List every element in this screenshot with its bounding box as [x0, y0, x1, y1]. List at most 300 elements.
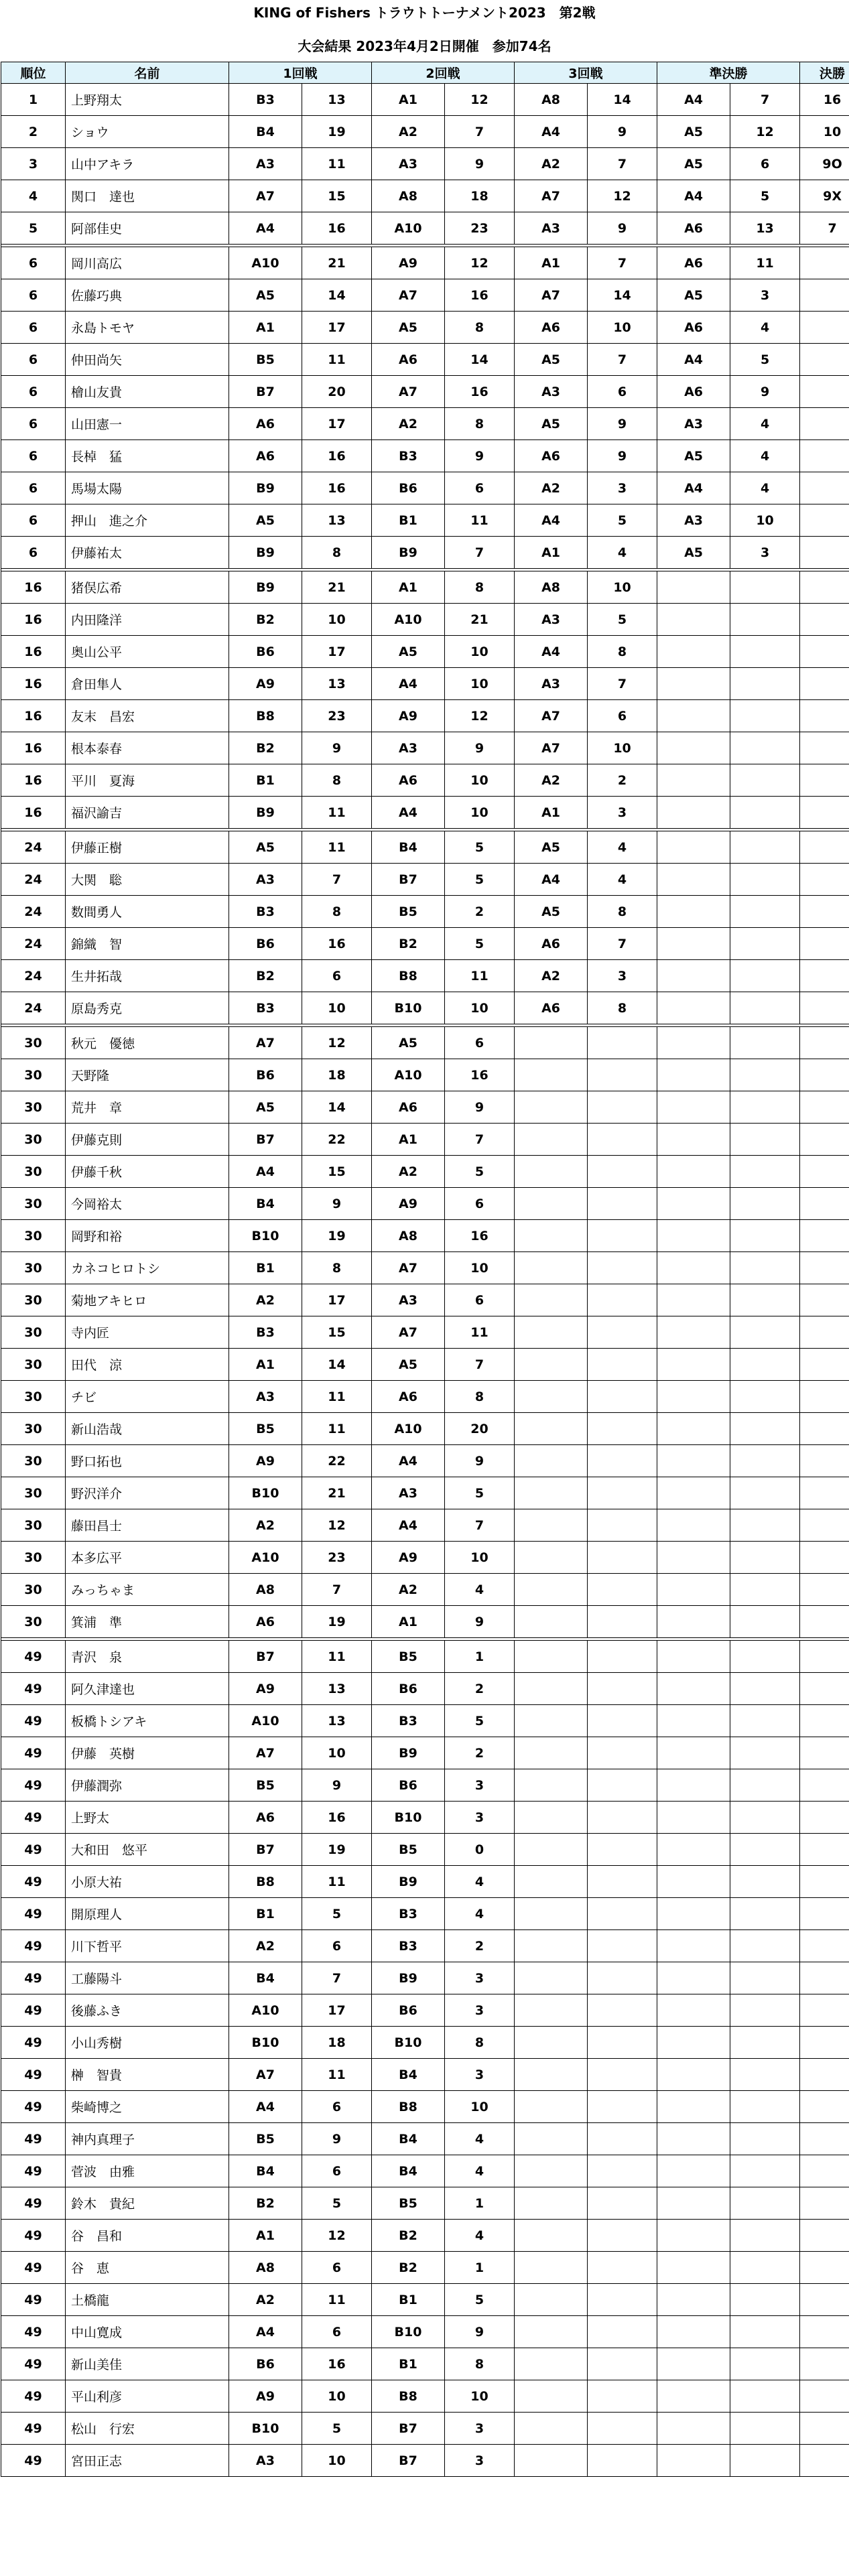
table-row — [1, 1994, 849, 2027]
semi-pos-cell — [657, 1673, 730, 1705]
r3-pos-cell: A6 — [515, 312, 588, 344]
r3-score-cell: 7 — [588, 668, 657, 700]
final-cell — [800, 1381, 849, 1413]
r2-pos-cell: B4 — [372, 2059, 445, 2091]
rank-cell: 49 — [1, 1930, 66, 1962]
rank-cell: 49 — [1, 2059, 66, 2091]
r2-pos-cell: A8 — [372, 180, 445, 212]
r1-pos-cell: A6 — [229, 440, 302, 472]
r1-pos-cell: A2 — [229, 2284, 302, 2316]
semi-score-cell: 10 — [730, 504, 800, 537]
name-cell: 谷 昌和 — [66, 2220, 229, 2252]
semi-pos-cell — [657, 1381, 730, 1413]
r2-score-cell: 1 — [445, 2252, 515, 2284]
r3-pos-cell — [515, 1606, 588, 1638]
table-row — [1, 344, 849, 376]
semi-score-cell — [730, 2413, 800, 2445]
r3-score-cell — [588, 2316, 657, 2348]
semi-pos-cell — [657, 2445, 730, 2477]
r3-score-cell — [588, 1188, 657, 1220]
semi-pos-cell — [657, 571, 730, 604]
r2-score-cell: 5 — [445, 2284, 515, 2316]
r1-score-cell: 23 — [302, 1542, 372, 1574]
r2-pos-cell: A10 — [372, 1413, 445, 1445]
r3-score-cell: 7 — [588, 148, 657, 180]
name-cell: 上野太 — [66, 1802, 229, 1834]
r1-score-cell: 21 — [302, 247, 372, 279]
table-row — [1, 1705, 849, 1737]
semi-score-cell: 11 — [730, 247, 800, 279]
name-cell: 長棹 猛 — [66, 440, 229, 472]
rank-cell: 30 — [1, 1027, 66, 1059]
table-row — [1, 797, 849, 829]
name-cell: 榊 智貴 — [66, 2059, 229, 2091]
name-cell: 小原大祐 — [66, 1866, 229, 1898]
name-cell: 上野翔太 — [66, 84, 229, 116]
r1-pos-cell: A10 — [229, 1705, 302, 1737]
r3-pos-cell — [515, 2252, 588, 2284]
final-cell — [800, 1220, 849, 1252]
name-cell: 山田憲一 — [66, 408, 229, 440]
r1-pos-cell: A9 — [229, 2380, 302, 2413]
name-cell: 岡川高広 — [66, 247, 229, 279]
r1-pos-cell: A10 — [229, 1994, 302, 2027]
r3-pos-cell: A8 — [515, 571, 588, 604]
name-cell: 新山美佳 — [66, 2348, 229, 2380]
name-cell: 永島トモヤ — [66, 312, 229, 344]
table-row — [1, 2316, 849, 2348]
table-row — [1, 1737, 849, 1769]
r1-score-cell: 9 — [302, 1769, 372, 1802]
final-cell — [800, 1802, 849, 1834]
semi-score-cell — [730, 1574, 800, 1606]
rank-cell: 6 — [1, 472, 66, 504]
semi-score-cell: 3 — [730, 279, 800, 312]
r3-score-cell: 4 — [588, 864, 657, 896]
r3-pos-cell — [515, 2027, 588, 2059]
name-cell: 奥山公平 — [66, 636, 229, 668]
r1-score-cell: 16 — [302, 472, 372, 504]
r3-score-cell: 3 — [588, 472, 657, 504]
r1-score-cell: 7 — [302, 1574, 372, 1606]
semi-pos-cell: A4 — [657, 472, 730, 504]
r1-score-cell: 10 — [302, 604, 372, 636]
r3-score-cell — [588, 1962, 657, 1994]
rank-cell: 49 — [1, 2413, 66, 2445]
rank-cell: 30 — [1, 1091, 66, 1124]
name-cell: 箕浦 準 — [66, 1606, 229, 1638]
r3-pos-cell: A2 — [515, 960, 588, 992]
name-cell: 福沢諭吉 — [66, 797, 229, 829]
r3-score-cell — [588, 1445, 657, 1477]
r1-pos-cell: A8 — [229, 2252, 302, 2284]
semi-pos-cell — [657, 2284, 730, 2316]
r3-pos-cell — [515, 2187, 588, 2220]
semi-pos-cell — [657, 960, 730, 992]
semi-score-cell — [730, 896, 800, 928]
rank-cell: 49 — [1, 1898, 66, 1930]
r3-score-cell: 9 — [588, 116, 657, 148]
name-cell: 押山 進之介 — [66, 504, 229, 537]
r1-pos-cell: B6 — [229, 2348, 302, 2380]
r2-pos-cell: B6 — [372, 1994, 445, 2027]
r2-pos-cell: B9 — [372, 1962, 445, 1994]
final-cell — [800, 732, 849, 764]
semi-score-cell — [730, 1705, 800, 1737]
name-cell: 生井拓哉 — [66, 960, 229, 992]
rank-cell: 30 — [1, 1252, 66, 1284]
rank-cell: 30 — [1, 1124, 66, 1156]
semi-score-cell — [730, 1962, 800, 1994]
r3-score-cell — [588, 1027, 657, 1059]
semi-score-cell — [730, 1898, 800, 1930]
r3-pos-cell — [515, 1930, 588, 1962]
r2-pos-cell: A8 — [372, 1220, 445, 1252]
semi-pos-cell: A4 — [657, 180, 730, 212]
final-cell — [800, 960, 849, 992]
semi-pos-cell — [657, 864, 730, 896]
r2-score-cell: 8 — [445, 571, 515, 604]
r2-score-cell: 10 — [445, 668, 515, 700]
r2-score-cell: 5 — [445, 864, 515, 896]
rank-cell: 49 — [1, 2380, 66, 2413]
semi-score-cell — [730, 2220, 800, 2252]
r3-score-cell — [588, 1091, 657, 1124]
table-row — [1, 2123, 849, 2155]
r1-score-cell: 8 — [302, 1252, 372, 1284]
final-cell — [800, 1606, 849, 1638]
semi-pos-cell — [657, 1994, 730, 2027]
rank-cell: 16 — [1, 571, 66, 604]
r3-pos-cell — [515, 1156, 588, 1188]
name-cell: 天野隆 — [66, 1059, 229, 1091]
r1-pos-cell: A2 — [229, 1509, 302, 1542]
r2-pos-cell: A3 — [372, 1284, 445, 1316]
r1-pos-cell: A10 — [229, 1542, 302, 1574]
name-cell: 伊藤 英樹 — [66, 1737, 229, 1769]
r1-score-cell: 13 — [302, 1705, 372, 1737]
name-cell: 数間勇人 — [66, 896, 229, 928]
r3-score-cell — [588, 1381, 657, 1413]
r3-pos-cell: A5 — [515, 408, 588, 440]
final-cell — [800, 700, 849, 732]
r1-pos-cell: B3 — [229, 84, 302, 116]
r3-score-cell: 6 — [588, 376, 657, 408]
semi-score-cell — [730, 1284, 800, 1316]
r2-score-cell: 5 — [445, 1705, 515, 1737]
rank-cell: 49 — [1, 1705, 66, 1737]
r2-pos-cell: B3 — [372, 1898, 445, 1930]
r2-pos-cell: B3 — [372, 1705, 445, 1737]
r1-score-cell: 10 — [302, 2380, 372, 2413]
r1-pos-cell: B9 — [229, 571, 302, 604]
rank-cell: 2 — [1, 116, 66, 148]
r3-pos-cell — [515, 1574, 588, 1606]
r2-score-cell: 5 — [445, 831, 515, 864]
r2-pos-cell: A9 — [372, 1542, 445, 1574]
table-row — [1, 1574, 849, 1606]
r1-pos-cell: A9 — [229, 1673, 302, 1705]
r3-pos-cell — [515, 1445, 588, 1477]
r1-pos-cell: B3 — [229, 992, 302, 1024]
r1-score-cell: 11 — [302, 148, 372, 180]
r2-pos-cell: A9 — [372, 700, 445, 732]
r2-score-cell: 2 — [445, 896, 515, 928]
semi-pos-cell — [657, 1124, 730, 1156]
r2-pos-cell: A2 — [372, 1156, 445, 1188]
r1-pos-cell: B7 — [229, 376, 302, 408]
name-cell: 菊地アキヒロ — [66, 1284, 229, 1316]
table-row — [1, 1252, 849, 1284]
r1-pos-cell: B5 — [229, 2123, 302, 2155]
r3-pos-cell: A2 — [515, 764, 588, 797]
r1-pos-cell: A4 — [229, 2316, 302, 2348]
r3-score-cell — [588, 1413, 657, 1445]
table-row — [1, 279, 849, 312]
r2-pos-cell: B8 — [372, 960, 445, 992]
r2-score-cell: 3 — [445, 1962, 515, 1994]
semi-pos-cell — [657, 2220, 730, 2252]
r3-pos-cell: A4 — [515, 504, 588, 537]
r1-pos-cell: B5 — [229, 1769, 302, 1802]
r2-score-cell: 11 — [445, 1316, 515, 1349]
table-row — [1, 2445, 849, 2477]
r1-score-cell: 8 — [302, 537, 372, 569]
name-cell: 平川 夏海 — [66, 764, 229, 797]
r2-pos-cell: A3 — [372, 732, 445, 764]
semi-pos-cell — [657, 1705, 730, 1737]
r1-score-cell: 22 — [302, 1445, 372, 1477]
rank-cell: 3 — [1, 148, 66, 180]
semi-pos-cell — [657, 700, 730, 732]
semi-score-cell — [730, 1866, 800, 1898]
final-cell — [800, 2380, 849, 2413]
r2-pos-cell: A10 — [372, 212, 445, 245]
name-cell: 開原理人 — [66, 1898, 229, 1930]
r2-score-cell: 12 — [445, 247, 515, 279]
r1-score-cell: 19 — [302, 1606, 372, 1638]
r3-score-cell: 5 — [588, 604, 657, 636]
r2-pos-cell: A4 — [372, 1445, 445, 1477]
rank-cell: 30 — [1, 1059, 66, 1091]
r1-score-cell: 12 — [302, 2220, 372, 2252]
rank-cell: 49 — [1, 2284, 66, 2316]
semi-pos-cell — [657, 2316, 730, 2348]
r3-score-cell — [588, 1866, 657, 1898]
final-cell — [800, 376, 849, 408]
semi-score-cell — [730, 864, 800, 896]
final-cell — [800, 1413, 849, 1445]
r1-pos-cell: B6 — [229, 1059, 302, 1091]
r2-score-cell: 8 — [445, 312, 515, 344]
r3-pos-cell — [515, 1509, 588, 1542]
r1-pos-cell: A1 — [229, 2220, 302, 2252]
r3-pos-cell — [515, 1866, 588, 1898]
r1-pos-cell: B4 — [229, 1962, 302, 1994]
rank-cell: 30 — [1, 1413, 66, 1445]
name-cell: 伊藤潤弥 — [66, 1769, 229, 1802]
final-cell — [800, 1834, 849, 1866]
semi-pos-cell: A4 — [657, 344, 730, 376]
r2-score-cell: 10 — [445, 1542, 515, 1574]
r2-score-cell: 3 — [445, 2413, 515, 2445]
r1-score-cell: 23 — [302, 700, 372, 732]
r1-score-cell: 16 — [302, 928, 372, 960]
r2-score-cell: 9 — [445, 1091, 515, 1124]
r2-score-cell: 6 — [445, 1027, 515, 1059]
table-row — [1, 831, 849, 864]
r3-pos-cell — [515, 2445, 588, 2477]
r2-score-cell: 7 — [445, 1349, 515, 1381]
r3-pos-cell — [515, 1477, 588, 1509]
r2-score-cell: 10 — [445, 2091, 515, 2123]
name-cell: 野沢洋介 — [66, 1477, 229, 1509]
r2-pos-cell: B5 — [372, 2187, 445, 2220]
semi-score-cell — [730, 2155, 800, 2187]
semi-score-cell — [730, 2316, 800, 2348]
final-cell — [800, 1542, 849, 1574]
semi-pos-cell — [657, 2123, 730, 2155]
r2-pos-cell: B10 — [372, 2316, 445, 2348]
r1-score-cell: 16 — [302, 212, 372, 245]
r1-score-cell: 5 — [302, 1898, 372, 1930]
r1-pos-cell: B2 — [229, 732, 302, 764]
r3-score-cell — [588, 1769, 657, 1802]
name-cell: 伊藤正樹 — [66, 831, 229, 864]
r3-score-cell: 9 — [588, 408, 657, 440]
table-row — [1, 2220, 849, 2252]
rank-cell: 30 — [1, 1284, 66, 1316]
table-row — [1, 1316, 849, 1349]
name-cell: 新山浩哉 — [66, 1413, 229, 1445]
r3-score-cell — [588, 2091, 657, 2123]
r2-pos-cell: A7 — [372, 1316, 445, 1349]
final-cell — [800, 1124, 849, 1156]
rank-cell: 6 — [1, 279, 66, 312]
r1-score-cell: 5 — [302, 2413, 372, 2445]
r1-pos-cell: B9 — [229, 537, 302, 569]
r1-score-cell: 11 — [302, 1381, 372, 1413]
rank-cell: 6 — [1, 344, 66, 376]
r2-score-cell: 5 — [445, 928, 515, 960]
r2-score-cell: 2 — [445, 1930, 515, 1962]
r3-pos-cell — [515, 1124, 588, 1156]
rank-cell: 30 — [1, 1574, 66, 1606]
table-row — [1, 1962, 849, 1994]
r1-score-cell: 19 — [302, 116, 372, 148]
final-cell — [800, 472, 849, 504]
r2-score-cell: 21 — [445, 604, 515, 636]
final-cell — [800, 2316, 849, 2348]
final-cell — [800, 2059, 849, 2091]
r1-pos-cell: A2 — [229, 1930, 302, 1962]
r2-score-cell: 9 — [445, 440, 515, 472]
rank-cell: 30 — [1, 1509, 66, 1542]
r1-pos-cell: B4 — [229, 1188, 302, 1220]
r1-score-cell: 10 — [302, 992, 372, 1024]
r3-score-cell — [588, 2348, 657, 2380]
r2-pos-cell: B5 — [372, 1641, 445, 1673]
r1-pos-cell: B10 — [229, 1477, 302, 1509]
r2-pos-cell: A4 — [372, 1509, 445, 1542]
r3-pos-cell — [515, 1542, 588, 1574]
final-cell — [800, 1252, 849, 1284]
r1-score-cell: 6 — [302, 960, 372, 992]
final-cell — [800, 440, 849, 472]
table-row — [1, 440, 849, 472]
final-cell — [800, 896, 849, 928]
r3-score-cell — [588, 2123, 657, 2155]
r1-pos-cell: B1 — [229, 1898, 302, 1930]
r1-pos-cell: A6 — [229, 408, 302, 440]
final-cell — [800, 1866, 849, 1898]
r2-pos-cell: A10 — [372, 1059, 445, 1091]
r2-score-cell: 3 — [445, 1769, 515, 1802]
table-row — [1, 312, 849, 344]
r3-score-cell — [588, 2445, 657, 2477]
r2-score-cell: 10 — [445, 797, 515, 829]
r2-score-cell: 16 — [445, 279, 515, 312]
semi-score-cell — [730, 2252, 800, 2284]
r3-score-cell — [588, 2380, 657, 2413]
semi-pos-cell — [657, 1349, 730, 1381]
semi-pos-cell — [657, 1413, 730, 1445]
semi-score-cell — [730, 1509, 800, 1542]
semi-score-cell: 7 — [730, 84, 800, 116]
final-cell — [800, 2187, 849, 2220]
table-row — [1, 1866, 849, 1898]
r1-score-cell: 16 — [302, 2348, 372, 2380]
r3-pos-cell: A6 — [515, 992, 588, 1024]
r3-score-cell — [588, 1898, 657, 1930]
semi-pos-cell — [657, 928, 730, 960]
final-cell — [800, 1737, 849, 1769]
r2-pos-cell: B4 — [372, 2155, 445, 2187]
rank-cell: 30 — [1, 1606, 66, 1638]
r1-score-cell: 6 — [302, 2155, 372, 2187]
r2-score-cell: 18 — [445, 180, 515, 212]
name-cell: 野口拓也 — [66, 1445, 229, 1477]
r2-score-cell: 9 — [445, 148, 515, 180]
r3-pos-cell — [515, 2348, 588, 2380]
table-row — [1, 212, 849, 245]
r3-pos-cell: A7 — [515, 732, 588, 764]
r3-score-cell — [588, 2284, 657, 2316]
semi-score-cell — [730, 1220, 800, 1252]
rank-cell: 49 — [1, 2123, 66, 2155]
semi-score-cell — [730, 1349, 800, 1381]
semi-score-cell — [730, 1641, 800, 1673]
table-row — [1, 2413, 849, 2445]
semi-score-cell — [730, 2187, 800, 2220]
table-row — [1, 1349, 849, 1381]
name-cell: 小山秀樹 — [66, 2027, 229, 2059]
final-cell — [800, 1477, 849, 1509]
header-semifinal: 準決勝 — [657, 62, 800, 84]
r2-score-cell: 7 — [445, 1509, 515, 1542]
semi-score-cell — [730, 1994, 800, 2027]
r2-pos-cell: A5 — [372, 1349, 445, 1381]
r1-pos-cell: B1 — [229, 764, 302, 797]
table-row — [1, 504, 849, 537]
r2-pos-cell: A6 — [372, 344, 445, 376]
r3-pos-cell: A4 — [515, 116, 588, 148]
final-cell: 9O — [800, 148, 849, 180]
semi-pos-cell: A6 — [657, 312, 730, 344]
semi-pos-cell — [657, 1220, 730, 1252]
semi-score-cell — [730, 2091, 800, 2123]
semi-score-cell — [730, 668, 800, 700]
